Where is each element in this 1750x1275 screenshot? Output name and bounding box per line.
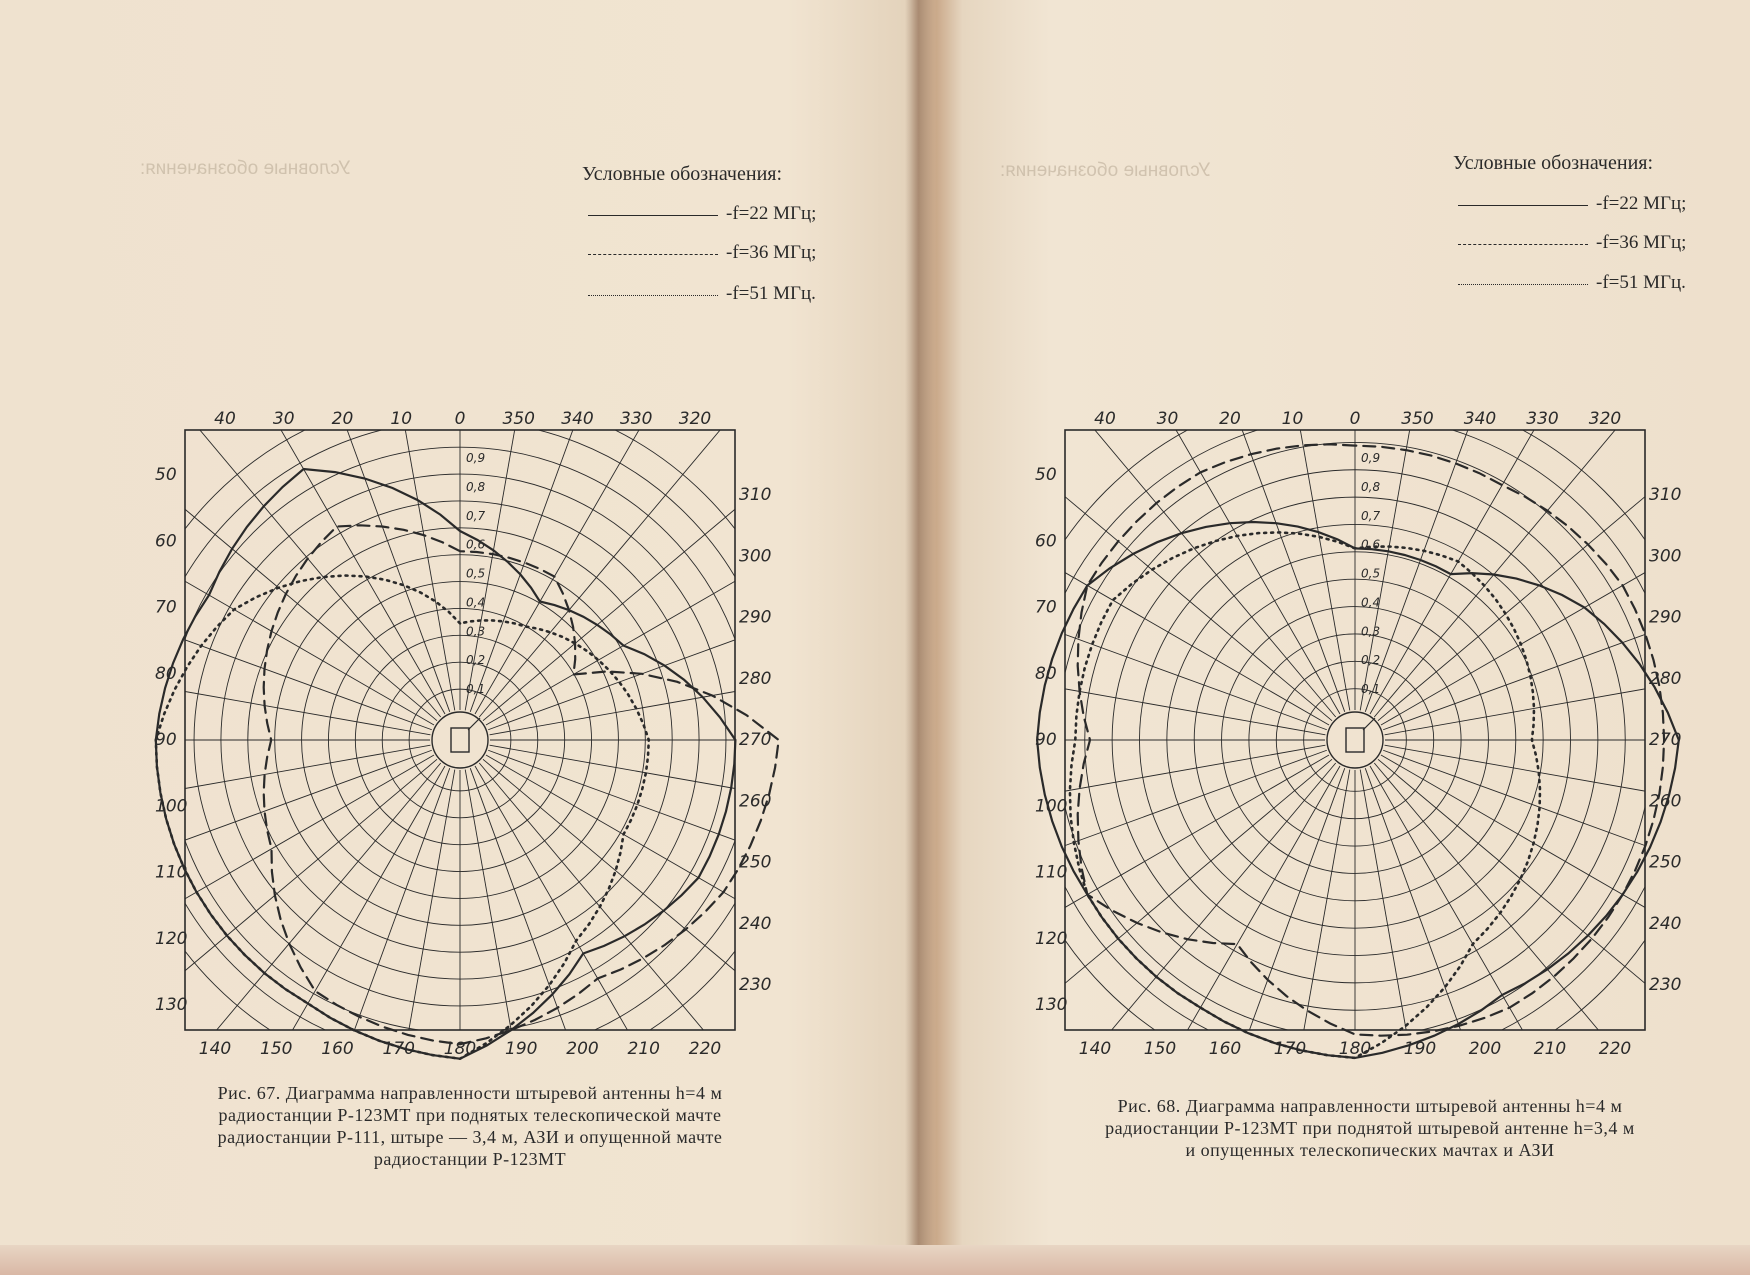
radial-scale-label: 0,4 [466,595,486,610]
radial-line [479,763,1038,1275]
radial-line [10,766,445,1275]
azimuth-label: 130 [155,995,188,1015]
bleed-through-text: Условные обозначения: [140,158,351,179]
azimuth-label: 220 [688,1039,722,1059]
caption-line: радиостанции Р-123МТ при поднятых телескопической мачте [218,1105,722,1125]
radial-line [1385,745,1750,896]
radial-line [152,768,450,1275]
azimuth-label: 200 [1468,1039,1502,1059]
radial-scale-label: 0,9 [466,451,486,465]
legend-label: -f=36 МГц; [726,242,817,263]
azimuth-label: 310 [739,485,772,505]
radial-scale-label: 0,3 [1361,624,1381,639]
radial-line [1047,0,1345,712]
legend-item-51mhz [1458,272,1738,296]
azimuth-label: 110 [1035,862,1068,883]
azimuth-label: 0 [1349,409,1361,429]
azimuth-label: 70 [1035,597,1057,618]
radial-scale-label: 0,5 [466,566,486,581]
azimuth-label: 100 [1035,796,1068,817]
azimuth-label: 10 [390,409,413,429]
azimuth-label: 110 [155,862,188,883]
radial-line [0,759,437,1275]
caption-line: и опущенных телескопических мачтах и АЗИ [1185,1140,1555,1160]
legend-item-22mhz [1458,193,1738,217]
caption-line: Рис. 68. Диаграмма направленности штыревой антенны h=4 м [1117,1096,1623,1116]
caption-line: радиостанции Р-123МТ при поднятой штыревой антенне h=3,4 м [1105,1118,1635,1138]
dotted-line-swatch [1458,284,1588,285]
radial-scale-label: 0,2 [466,653,486,668]
azimuth-label: 90 [155,730,177,750]
dashed-line-swatch [588,254,718,255]
legend-title: Условные обозначения: [1453,152,1654,174]
polar-diagram-fig67 [145,409,785,1060]
azimuth-label: 260 [1649,791,1682,812]
azimuth-label: 250 [1649,852,1682,873]
azimuth-label: 190 [1403,1039,1437,1059]
azimuth-label: 20 [331,409,354,429]
azimuth-label: 320 [678,409,712,429]
legend-item-36mhz [1458,232,1738,256]
caption-line: радиостанции Р-111, штыре — 3,4 м, АЗИ и опущенной мачте [217,1127,723,1147]
radial-scale-label: 0,7 [1361,508,1381,523]
azimuth-label: 80 [155,663,177,684]
solid-line-swatch [588,215,718,216]
legend-item-51mhz [588,283,868,307]
radial-line [1370,766,1750,1275]
page-bottom-edge [0,1245,1750,1275]
radial-line [152,0,450,712]
radial-scale-label: 0,7 [466,508,486,523]
azimuth-label: 180 [443,1039,477,1059]
caption-line: Рис. 67. Диаграмма направленности штыревой антенны h=4 м [217,1083,723,1103]
radial-line [1370,0,1750,714]
radial-line [1047,768,1345,1275]
book-gutter [905,0,935,1275]
azimuth-label: 140 [1078,1039,1112,1059]
azimuth-label: 330 [1526,409,1559,429]
azimuth-label: 210 [627,1039,660,1059]
radial-line [0,745,430,896]
radial-line [905,766,1340,1275]
dashed-line-swatch [1458,244,1588,245]
azimuth-label: 0 [454,409,466,429]
dotted-line-swatch [588,295,718,296]
bleed-through-text: Условные обозначения: [1000,160,1211,181]
legend-label: -f=36 МГц; [1596,232,1687,253]
radial-scale-label: 0,1 [1361,682,1381,697]
azimuth-label: 300 [739,546,772,567]
legend-label: -f=51 МГц. [726,283,816,304]
radial-line [1378,759,1750,1275]
azimuth-label: 160 [1208,1039,1242,1059]
radial-line [470,768,768,1275]
radial-line [1374,763,1750,1275]
azimuth-label: 160 [321,1039,354,1059]
radial-line [475,0,910,714]
azimuth-label: 100 [155,796,188,817]
figure-caption-67 [120,1082,820,1170]
radial-scale-label: 0,8 [1361,479,1381,494]
caption-line: радиостанции Р-123МТ [373,1149,567,1169]
radial-scale-label: 0,6 [1361,537,1381,552]
azimuth-label: 240 [739,913,772,934]
solid-line-swatch [1458,205,1588,206]
radial-line [1360,770,1511,1275]
legend-title: Условные обозначения: [582,163,783,185]
radial-line [0,290,434,725]
radial-line [475,766,910,1275]
legend-label: -f=22 МГц; [726,203,817,224]
pattern-curve-dashed [264,525,779,1044]
radial-line [1199,0,1350,710]
radial-line [0,161,437,720]
radial-line [1385,584,1750,735]
legend-item-36mhz [588,242,868,266]
azimuth-label: 30 [272,409,295,429]
azimuth-label: 20 [1219,409,1241,429]
radial-line [465,770,616,1275]
azimuth-label: 210 [1533,1039,1567,1059]
radial-line [1383,750,1750,1048]
azimuth-label: 60 [1035,531,1057,552]
azimuth-label: 270 [1649,730,1682,750]
figure-caption-68 [1000,1095,1740,1161]
azimuth-label: 280 [739,668,772,689]
antenna-hub [1327,712,1383,768]
azimuth-label: 170 [1273,1039,1307,1059]
radial-line [10,0,445,714]
azimuth-label: 70 [155,597,177,618]
radial-line [0,584,430,735]
radial-scale-label: 0,2 [1361,653,1381,668]
azimuth-label: 350 [502,409,535,429]
azimuth-label: 40 [1094,409,1116,429]
azimuth-label: 280 [1649,668,1682,689]
azimuth-label: 330 [620,409,653,429]
azimuth-label: 260 [739,791,772,812]
azimuth-label: 240 [1649,913,1682,934]
azimuth-label: 50 [1035,465,1057,485]
azimuth-label: 180 [1338,1039,1372,1059]
radial-line [1365,768,1663,1275]
azimuth-label: 40 [214,409,236,429]
radial-line [905,0,1340,714]
azimuth-label: 120 [1035,928,1068,949]
azimuth-label: 300 [1649,546,1682,567]
azimuth-label: 310 [1649,485,1682,505]
azimuth-label: 150 [260,1039,293,1059]
azimuth-label: 340 [561,409,594,429]
legend-label: -f=51 МГц. [1596,272,1686,293]
azimuth-label: 10 [1281,409,1304,429]
radial-line [470,0,768,712]
azimuth-label: 190 [505,1039,538,1059]
azimuth-label: 290 [739,607,772,628]
azimuth-label: 320 [1588,409,1622,429]
radial-scale-label: 0,6 [466,537,486,552]
azimuth-label: 340 [1463,409,1497,429]
azimuth-label: 220 [1598,1039,1632,1059]
radial-scale-label: 0,1 [466,682,486,697]
azimuth-label: 200 [566,1039,599,1059]
radial-line [1360,0,1511,710]
pattern-curve-dotted [1070,532,1540,1058]
radial-line [1365,0,1663,712]
azimuth-label: 250 [739,852,772,873]
azimuth-label: 130 [1035,995,1068,1015]
azimuth-label: 270 [739,730,772,750]
radial-scale-label: 0,4 [1361,595,1381,610]
azimuth-label: 170 [382,1039,415,1059]
radial-line [1383,432,1750,730]
radial-scale-label: 0,9 [1361,451,1381,465]
azimuth-label: 230 [1649,975,1682,995]
azimuth-label: 50 [155,465,177,485]
radial-scale-label: 0,8 [466,479,486,494]
azimuth-label: 120 [155,928,188,949]
radial-line [304,770,455,1275]
polar-diagram-fig68 [1025,409,1695,1060]
radial-line [0,51,441,717]
radial-scale-label: 0,3 [466,624,486,639]
azimuth-label: 80 [1035,663,1057,684]
legend-label: -f=22 МГц; [1596,193,1687,214]
radial-line [0,750,432,1048]
radial-line [1374,51,1750,717]
azimuth-label: 230 [739,975,772,995]
azimuth-label: 30 [1156,409,1179,429]
antenna-hub [432,712,488,768]
azimuth-label: 140 [198,1039,232,1059]
legend-item-22mhz [588,203,868,227]
azimuth-label: 60 [155,531,177,552]
azimuth-label: 350 [1401,409,1434,429]
azimuth-label: 90 [1035,730,1057,750]
azimuth-label: 290 [1649,607,1682,628]
radial-scale-label: 0,5 [1361,566,1381,581]
azimuth-label: 150 [1143,1039,1177,1059]
radial-line [1381,290,1750,725]
